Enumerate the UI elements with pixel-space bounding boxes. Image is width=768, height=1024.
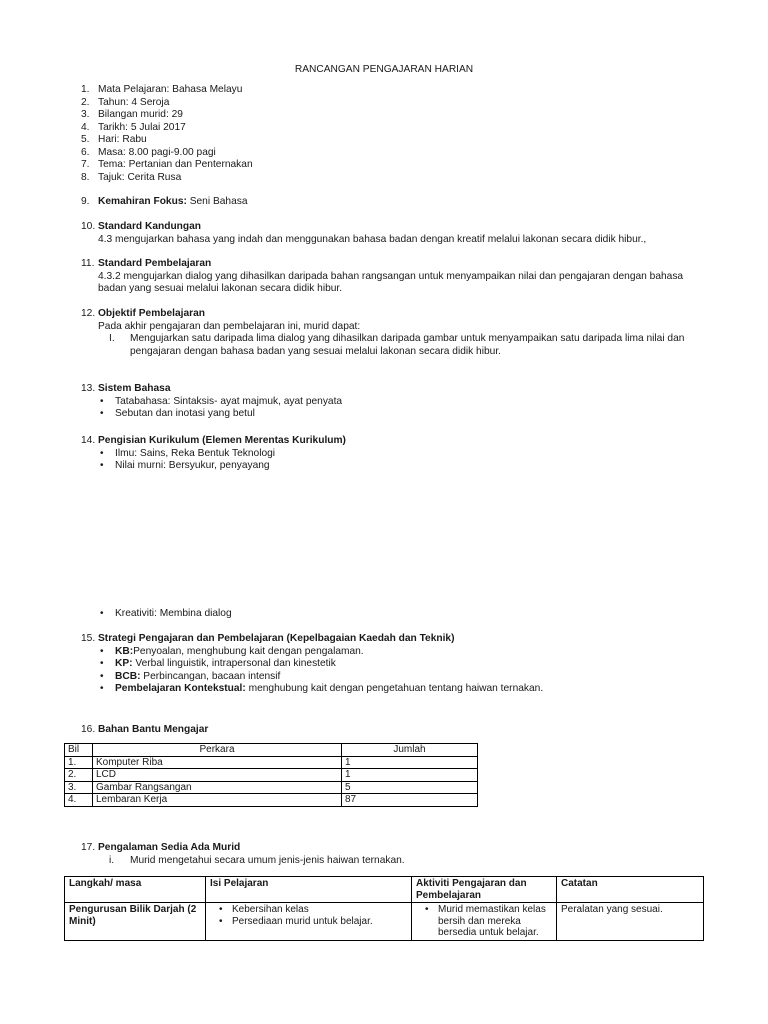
- table-header-row: Bil Perkara Jumlah: [65, 744, 478, 757]
- section-strategi: 15. Strategi Pengajaran dan Pembelajaran (Kepelbagaian Kaedah dan Teknik) • KB:Penyoalan, menghubung kait dengan pengalaman. • KP: Verbal linguistik, intrapersonal dan kinestetik • BCB: Perbincangan, bacaan intensif • Pembelajaran Kontekstual: menghubung kait dengan pengetahuan tentang haiwan ternakan.: [81, 633, 701, 696]
- info-item: 8. Tajuk: Cerita Rusa: [81, 171, 182, 183]
- section-bahan-bantu-mengajar: 16. Bahan Bantu Mengajar: [81, 724, 209, 735]
- list-item: • Pembelajaran Kontekstual: menghubung kait dengan pengetahuan tentang haiwan ternakan.: [81, 683, 701, 696]
- section-kemahiran-fokus: 9. Kemahiran Fokus: Seni Bahasa: [81, 196, 248, 207]
- list-item: • Nilai murni: Bersyukur, penyayang: [81, 460, 701, 473]
- info-item: 6. Masa: 8.00 pagi-9.00 pagi: [81, 146, 216, 158]
- table-row: 4. Lembaran Kerja 87: [65, 794, 478, 807]
- info-list: [81, 84, 701, 184]
- list-item: • Sebutan dan inotasi yang betul: [81, 408, 701, 421]
- list-item: • BCB: Perbincangan, bacaan intensif: [81, 671, 701, 684]
- section-standard-pembelajaran: 11. Standard Pembelajaran 4.3.2 mengujarkan dialog yang dihasilkan daripada bahan rangsangan untuk menyampaikan nilai dan pengajaran dengan bahasa badan yang sesuai melalui lakonan secara didik hibur.: [81, 258, 684, 294]
- table-row: 2. LCD 1: [65, 769, 478, 782]
- info-item: 2. Tahun: 4 Seroja: [81, 96, 170, 108]
- document-title: RANCANGAN PENGAJARAN HARIAN: [294, 64, 474, 75]
- info-item: 3. Bilangan murid: 29: [81, 109, 183, 120]
- info-item: 4. Tarikh: 5 Julai 2017: [81, 121, 186, 133]
- section-pengisian-kurikulum: 14. Pengisian Kurikulum (Elemen Merentas Kurikulum) • Ilmu: Sains, Reka Bentuk Teknologi • Nilai murni: Bersyukur, penyayang: [81, 435, 701, 473]
- table-row: 1. Komputer Riba 1: [65, 756, 478, 769]
- table-header-row: Langkah/ masa Isi Pelajaran Aktiviti Pengajaran dan Pembelajaran Catatan: [65, 877, 704, 903]
- objective-item: I. Mengujarkan satu daripada lima dialog yang dihasilkan daripada gambar untuk menyampaikan satu daripada lima nilai dan: [109, 333, 685, 344]
- table-row: 3. Gambar Rangsangan 5: [65, 781, 478, 794]
- info-item: 1. Mata Pelajaran: Bahasa Melayu: [81, 84, 243, 95]
- section-objektif-pembelajaran: 12. Objektif Pembelajaran Pada akhir pengajaran dan pembelajaran ini, murid dapat: I. Mengujarkan satu daripada lima dialog yang dihasilkan daripada gambar untuk menyampaikan satu daripada lima nilai dan pengajaran dengan bahasa badan yang sesuai melalui lakonan secara didik hibur.: [81, 308, 701, 358]
- list-item: • Tatabahasa: Sintaksis- ayat majmuk, ayat penyata: [81, 396, 701, 409]
- section-standard-kandungan: 10. Standard Kandungan 4.3 mengujarkan bahasa yang indah dan menggunakan bahasa badan dengan kreatif melalui lakonan secara didik hibur.,: [81, 221, 647, 245]
- lesson-steps-table: [64, 876, 704, 941]
- info-item: 5. Hari: Rabu: [81, 134, 147, 145]
- section-pengalaman-sedia-ada: 17. Pengalaman Sedia Ada Murid i. Murid mengetahui secara umum jenis-jenis haiwan ternakan.: [81, 842, 701, 867]
- list-item: • KB:Penyoalan, menghubung kait dengan pengalaman.: [81, 646, 701, 659]
- info-item: 7. Tema: Pertanian dan Penternakan: [81, 159, 253, 170]
- list-item: • Kreativiti: Membina dialog: [81, 608, 701, 621]
- lesson-content-list: [210, 904, 407, 927]
- materials-table: [64, 743, 478, 807]
- list-item: • Ilmu: Sains, Reka Bentuk Teknologi: [81, 448, 701, 461]
- table-row: Pengurusan Bilik Darjah (2 Minit) • Kebersihan kelas • Persediaan murid untuk belajar. • Murid memastikan kelas bersih dan mereka bersedia untuk belajar. Peralatan yang sesuai.: [65, 903, 704, 941]
- activity-list: [416, 904, 552, 939]
- list-item: • Persediaan murid untuk belajar.: [210, 916, 407, 928]
- list-item: • Murid memastikan kelas bersih dan mereka bersedia untuk belajar.: [416, 904, 552, 939]
- section-sistem-bahasa: 13. Sistem Bahasa • Tatabahasa: Sintaksis- ayat majmuk, ayat penyata • Sebutan dan inotasi yang betul: [81, 383, 701, 421]
- list-item: • KP: Verbal linguistik, intrapersonal dan kinestetik: [81, 658, 701, 671]
- prior-knowledge-item: i. Murid mengetahui secara umum jenis-jenis haiwan ternakan.: [109, 854, 405, 866]
- list-item: • Kebersihan kelas: [210, 904, 407, 916]
